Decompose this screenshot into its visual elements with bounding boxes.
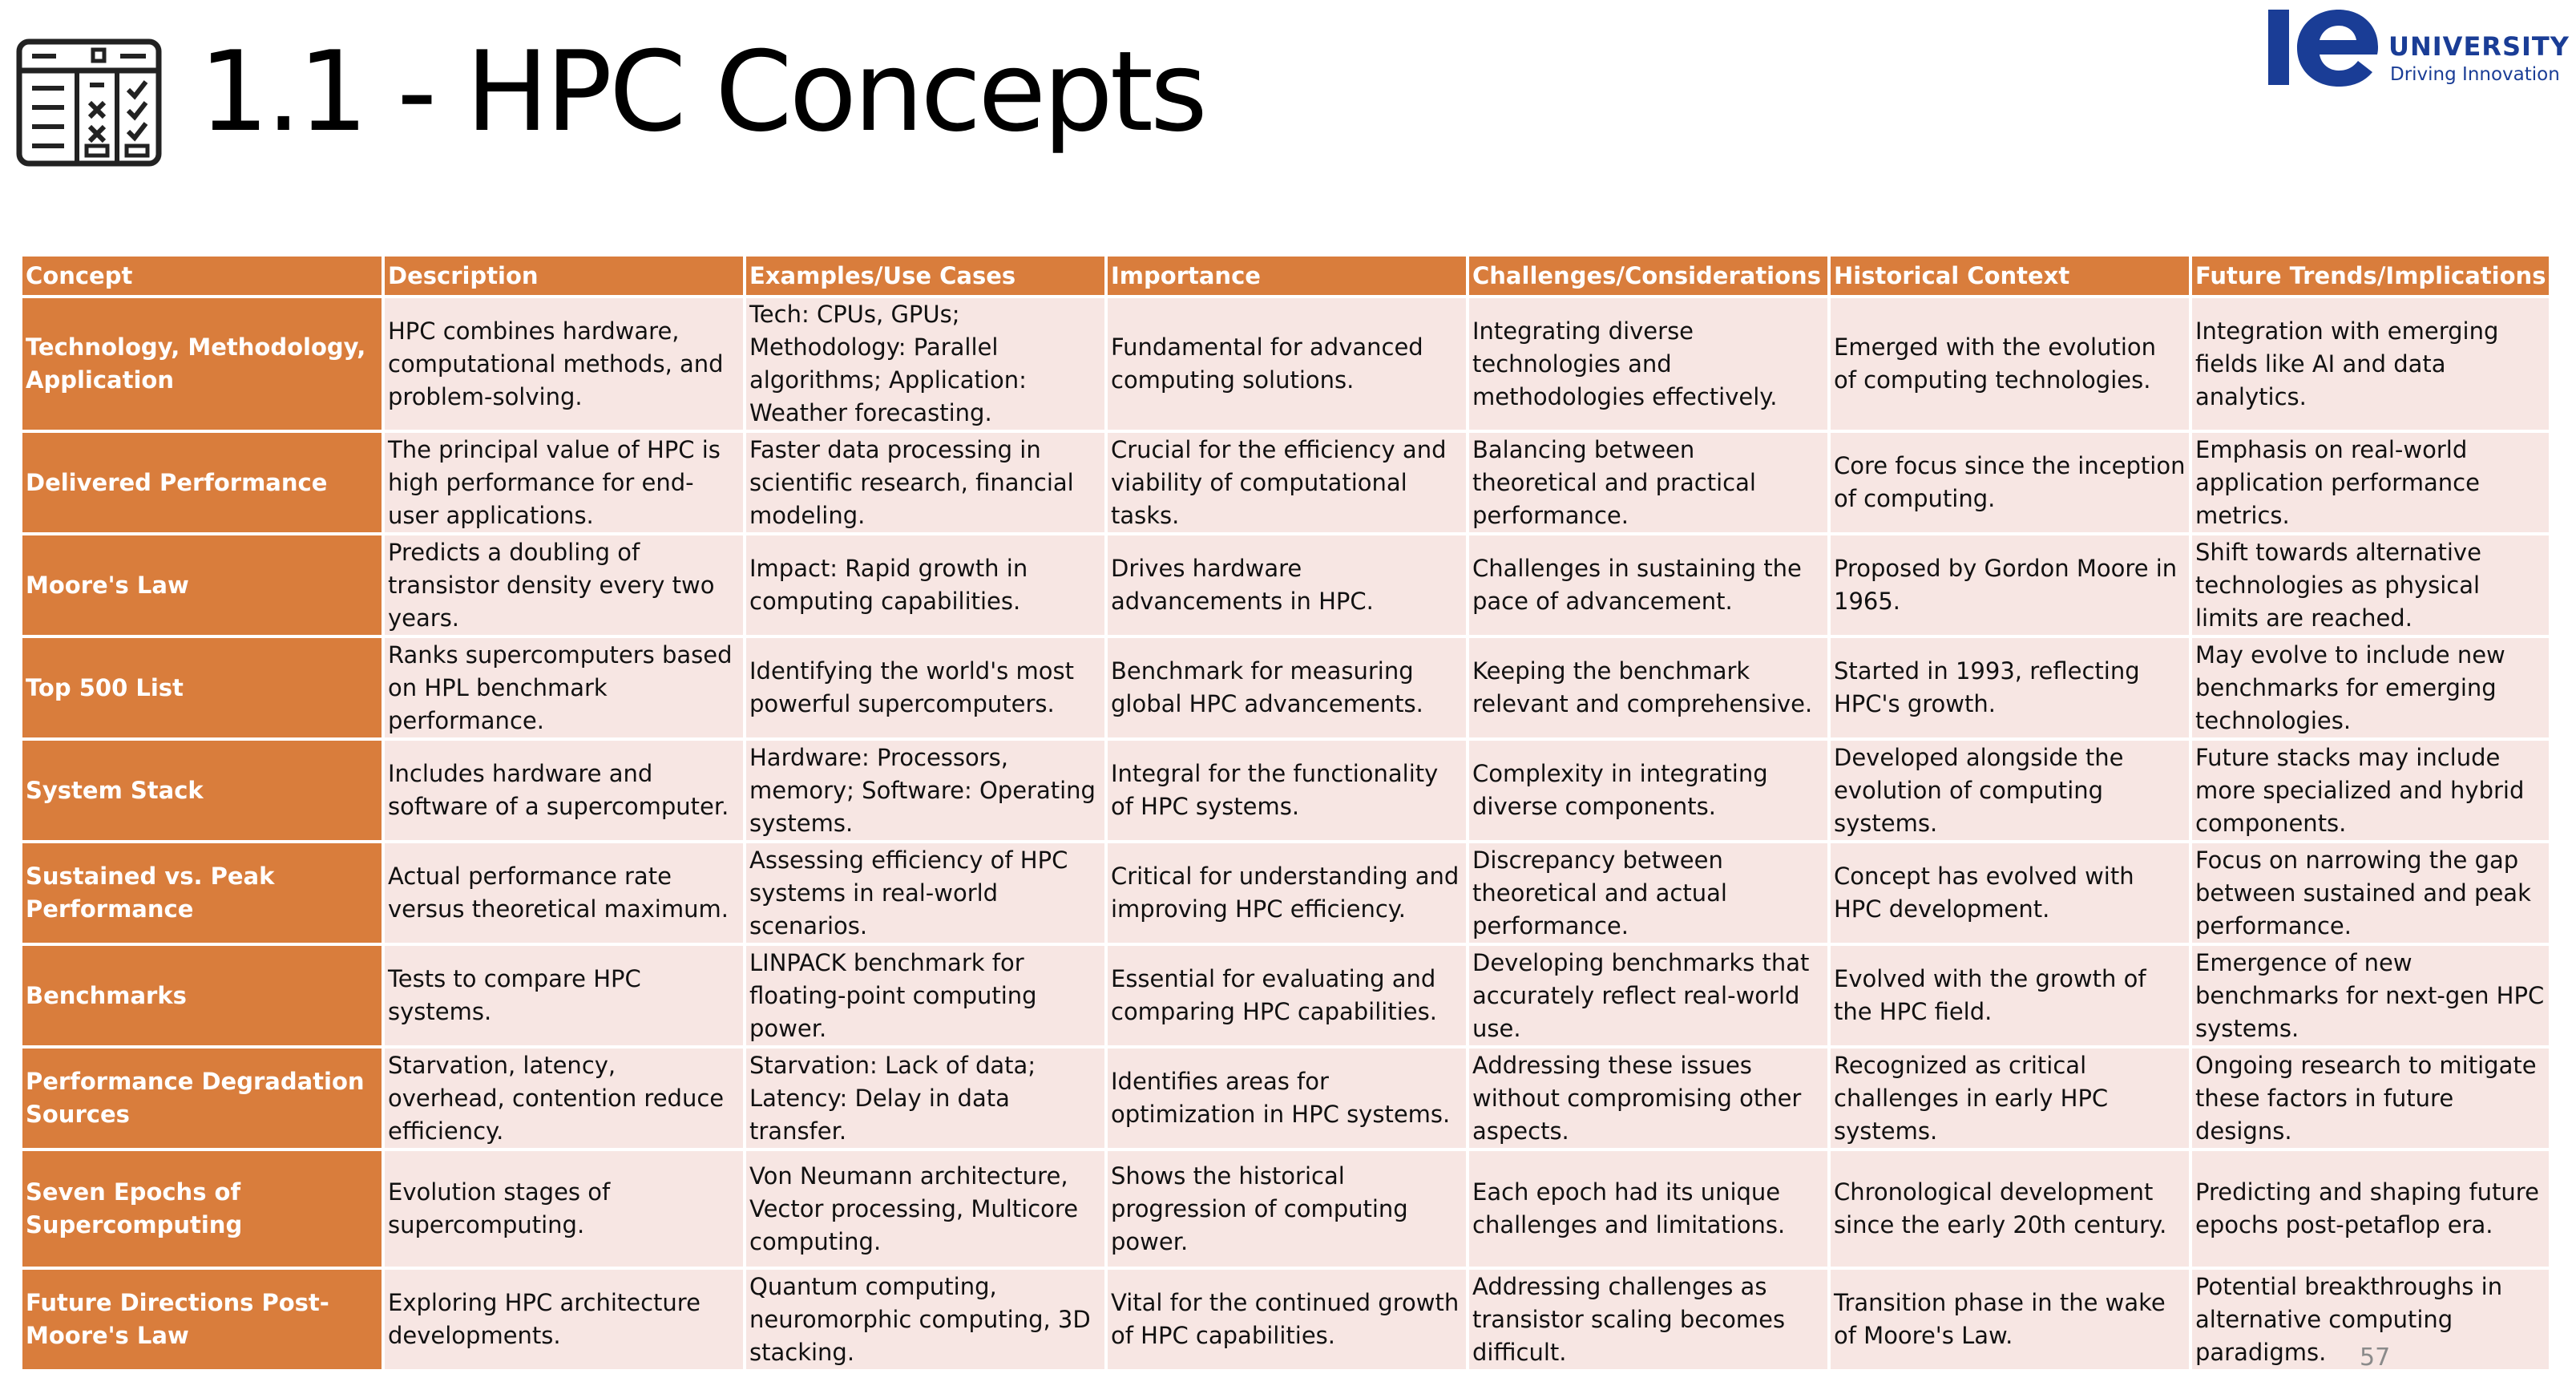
examples-cell: Faster data processing in scientific research, financial modeling.: [746, 433, 1108, 535]
examples-cell: Tech: CPUs, GPUs; Methodology: Parallel algorithms; Application: Weather forecasting.: [746, 298, 1108, 433]
table-row: [22, 1048, 2552, 1151]
challenges-cell: Each epoch had its unique challenges and limitations.: [1469, 1151, 1831, 1270]
header-examples: Examples/Use Cases: [746, 257, 1108, 298]
examples-cell: Identifying the world's most powerful supercomputers.: [746, 638, 1108, 741]
description-cell: Evolution stages of supercomputing.: [385, 1151, 746, 1270]
table-row: [22, 535, 2552, 638]
concept-cell: Top 500 List: [22, 638, 385, 741]
challenges-cell: Keeping the benchmark relevant and comprehensive.: [1469, 638, 1831, 741]
future-trends-cell: Predicting and shaping future epochs post-petaflop era.: [2192, 1151, 2552, 1270]
future-trends-cell: Integration with emerging fields like AI and data analytics.: [2192, 298, 2552, 433]
table-row: [22, 946, 2552, 1048]
importance-cell: Crucial for the efficiency and viability of computational tasks.: [1108, 433, 1469, 535]
future-trends-cell: Shift towards alternative technologies as physical limits are reached.: [2192, 535, 2552, 638]
concept-cell: Benchmarks: [22, 946, 385, 1048]
challenges-cell: Balancing between theoretical and practical performance.: [1469, 433, 1831, 535]
challenges-cell: Challenges in sustaining the pace of advancement.: [1469, 535, 1831, 638]
header-historical-context: Historical Context: [1831, 257, 2192, 298]
historical-context-cell: Developed alongside the evolution of computing systems.: [1831, 741, 2192, 843]
concept-cell: Future Directions Post-Moore's Law: [22, 1270, 385, 1372]
logo-tagline: Driving Innovation: [2390, 64, 2560, 85]
importance-cell: Identifies areas for optimization in HPC systems.: [1108, 1048, 1469, 1151]
hpc-concepts-table: [22, 257, 2552, 1372]
description-cell: Exploring HPC architecture developments.: [385, 1270, 746, 1372]
description-cell: Ranks supercomputers based on HPL benchmark performance.: [385, 638, 746, 741]
concept-cell: Seven Epochs of Supercomputing: [22, 1151, 385, 1270]
table-header-row: [22, 257, 2552, 298]
ie-logo-mark-icon: [2265, 5, 2380, 88]
header-description: Description: [385, 257, 746, 298]
concept-cell: Technology, Methodology, Application: [22, 298, 385, 433]
importance-cell: Fundamental for advanced computing solutions.: [1108, 298, 1469, 433]
table-row: [22, 843, 2552, 946]
challenges-cell: Integrating diverse technologies and methodologies effectively.: [1469, 298, 1831, 433]
concept-cell: Sustained vs. Peak Performance: [22, 843, 385, 946]
examples-cell: Von Neumann architecture, Vector processing, Multicore computing.: [746, 1151, 1108, 1270]
page-number: 57: [2360, 1343, 2391, 1372]
header-challenges: Challenges/Considerations: [1469, 257, 1831, 298]
importance-cell: Benchmark for measuring global HPC advancements.: [1108, 638, 1469, 741]
logo-university-text: UNIVERSITY: [2388, 31, 2570, 62]
description-cell: Tests to compare HPC systems.: [385, 946, 746, 1048]
importance-cell: Vital for the continued growth of HPC capabilities.: [1108, 1270, 1469, 1372]
table-row: [22, 638, 2552, 741]
description-cell: HPC combines hardware, computational methods, and problem-solving.: [385, 298, 746, 433]
importance-cell: Integral for the functionality of HPC systems.: [1108, 741, 1469, 843]
future-trends-cell: Emergence of new benchmarks for next-gen HPC systems.: [2192, 946, 2552, 1048]
examples-cell: Assessing efficiency of HPC systems in real-world scenarios.: [746, 843, 1108, 946]
future-trends-cell: Focus on narrowing the gap between sustained and peak performance.: [2192, 843, 2552, 946]
historical-context-cell: Recognized as critical challenges in early HPC systems.: [1831, 1048, 2192, 1151]
historical-context-cell: Core focus since the inception of computing.: [1831, 433, 2192, 535]
challenges-cell: Complexity in integrating diverse components.: [1469, 741, 1831, 843]
description-cell: Predicts a doubling of transistor density every two years.: [385, 535, 746, 638]
future-trends-cell: May evolve to include new benchmarks for emerging technologies.: [2192, 638, 2552, 741]
examples-cell: Hardware: Processors, memory; Software: Operating systems.: [746, 741, 1108, 843]
future-trends-cell: Potential breakthroughs in alternative computing paradigms.: [2192, 1270, 2552, 1372]
historical-context-cell: Proposed by Gordon Moore in 1965.: [1831, 535, 2192, 638]
page-title: 1.1 - HPC Concepts: [199, 27, 1205, 156]
table-grid-icon: [16, 38, 162, 167]
concept-cell: Performance Degradation Sources: [22, 1048, 385, 1151]
challenges-cell: Addressing these issues without compromising other aspects.: [1469, 1048, 1831, 1151]
examples-cell: Quantum computing, neuromorphic computing, 3D stacking.: [746, 1270, 1108, 1372]
table-row: [22, 741, 2552, 843]
header-concept: Concept: [22, 257, 385, 298]
concept-cell: Moore's Law: [22, 535, 385, 638]
concept-cell: Delivered Performance: [22, 433, 385, 535]
historical-context-cell: Started in 1993, reflecting HPC's growth.: [1831, 638, 2192, 741]
university-logo: [2265, 5, 2570, 88]
table-row: [22, 433, 2552, 535]
concept-cell: System Stack: [22, 741, 385, 843]
examples-cell: Starvation: Lack of data; Latency: Delay in data transfer.: [746, 1048, 1108, 1151]
historical-context-cell: Concept has evolved with HPC development.: [1831, 843, 2192, 946]
examples-cell: LINPACK benchmark for floating-point computing power.: [746, 946, 1108, 1048]
examples-cell: Impact: Rapid growth in computing capabilities.: [746, 535, 1108, 638]
importance-cell: Drives hardware advancements in HPC.: [1108, 535, 1469, 638]
future-trends-cell: Ongoing research to mitigate these factors in future designs.: [2192, 1048, 2552, 1151]
table-row: [22, 1151, 2552, 1270]
historical-context-cell: Evolved with the growth of the HPC field.: [1831, 946, 2192, 1048]
header-future-trends: Future Trends/Implications: [2192, 257, 2552, 298]
challenges-cell: Addressing challenges as transistor scaling becomes difficult.: [1469, 1270, 1831, 1372]
challenges-cell: Discrepancy between theoretical and actual performance.: [1469, 843, 1831, 946]
future-trends-cell: Emphasis on real-world application performance metrics.: [2192, 433, 2552, 535]
historical-context-cell: Chronological development since the early 20th century.: [1831, 1151, 2192, 1270]
description-cell: Actual performance rate versus theoretical maximum.: [385, 843, 746, 946]
importance-cell: Shows the historical progression of computing power.: [1108, 1151, 1469, 1270]
importance-cell: Essential for evaluating and comparing HPC capabilities.: [1108, 946, 1469, 1048]
header-importance: Importance: [1108, 257, 1469, 298]
description-cell: Includes hardware and software of a supercomputer.: [385, 741, 746, 843]
description-cell: Starvation, latency, overhead, contention reduce efficiency.: [385, 1048, 746, 1151]
description-cell: The principal value of HPC is high performance for end-user applications.: [385, 433, 746, 535]
challenges-cell: Developing benchmarks that accurately reflect real-world use.: [1469, 946, 1831, 1048]
table-row: [22, 1270, 2552, 1372]
future-trends-cell: Future stacks may include more specialized and hybrid components.: [2192, 741, 2552, 843]
table-row: [22, 298, 2552, 433]
historical-context-cell: Emerged with the evolution of computing technologies.: [1831, 298, 2192, 433]
historical-context-cell: Transition phase in the wake of Moore's Law.: [1831, 1270, 2192, 1372]
importance-cell: Critical for understanding and improving HPC efficiency.: [1108, 843, 1469, 946]
